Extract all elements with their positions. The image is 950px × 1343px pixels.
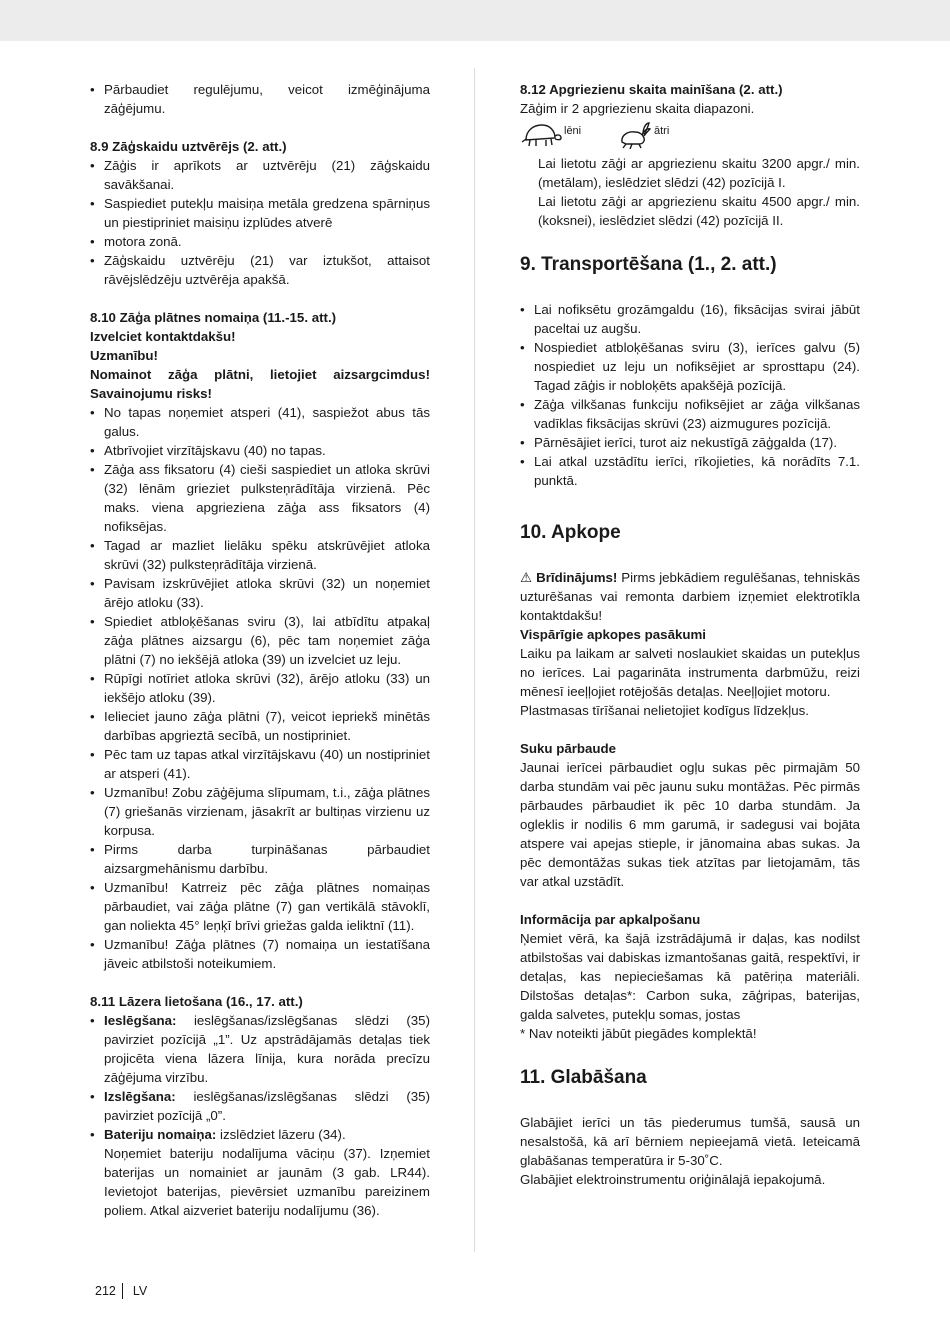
list-item: • Pārbaudiet regulējumu, veicot izmēģinājuma zāģējumu. — [90, 80, 430, 118]
warning-gloves: Nomainot zāģa plātni, lietojiet aizsargcimdus! Savainojumu risks! — [90, 367, 430, 401]
list-item — [90, 1011, 430, 1087]
list-8-9 — [90, 156, 430, 289]
speed-slow — [520, 120, 618, 150]
general-maintenance-text-2: Plastmasas tīrīšanai nelietojiet kodīgus līdzekļus. — [520, 703, 809, 718]
list-8-10 — [90, 403, 430, 973]
warning-attention: Uzmanību! — [90, 348, 158, 363]
column-divider — [474, 68, 475, 1252]
battery-text-2: Noņemiet bateriju nodalījuma vāciņu (37). Izņemiet baterijas un nomainiet ar jaunām (3 gab. LR44). Ievietojot baterijas, pievērsiet uzmanību pareizinem poliem. Atkal aizveriet bateriju nodalījumu (36). — [104, 1146, 430, 1218]
section-title-8-9: 8.9 Zāģskaidu uztvērējs (2. att.) — [90, 139, 287, 154]
list-item: • Atbrīvojiet virzītājskavu (40) no tapas. — [90, 441, 430, 460]
list-item: • No tapas noņemiet atsperi (41), saspiežot abus tās galus. — [90, 403, 430, 441]
brush-check-title: Suku pārbaude — [520, 741, 617, 756]
battery-label: Bateriju nomaiņa: — [104, 1127, 217, 1142]
list-item: • Uzmanību! Zāģa plātnes (7) nomaiņa un iestatīšana jāveic atbilstoši noteikumiem. — [90, 935, 430, 973]
section-title-8-12: 8.12 Apgriezienu skaita mainīšana (2. att.) — [520, 82, 783, 97]
list-item: • Pavisam izskrūvējiet atloka skrūvi (32) un noņemiet ārējo atloku (33). — [90, 574, 430, 612]
list-item: • Pēc tam uz tapas atkal virzītājskavu (40) un nostipriniet ar atsperi (41). — [90, 745, 430, 783]
speed-fast — [618, 120, 716, 150]
laser-off-text: ieslēgšanas/izslēgšanas slēdzi (35) pavirziet pozīcijā „0”. — [104, 1089, 430, 1123]
list-item: • Lai nofiksētu grozāmgaldu (16), fiksācijas svirai jābūt paceltai uz augšu. — [520, 300, 860, 338]
right-column — [520, 80, 860, 1189]
warning-label: Brīdinājums! — [536, 570, 618, 585]
list-item: • Spiediet atbloķēšanas sviru (3), lai atbīdītu atpakaļ zāģa plātnes aizsargu (6), pēc tam noņemiet zāģa plātni (7) no iekšējā atloka (39) un izvelciet uz leju. — [90, 612, 430, 669]
section-title-8-11: 8.11 Lāzera lietošana (16., 17. att.) — [90, 994, 303, 1009]
heading-maintenance: 10. Apkope — [520, 522, 621, 543]
left-column — [90, 80, 430, 1220]
turtle-icon — [520, 120, 562, 150]
page-footer — [95, 1283, 147, 1299]
list-item: • Zāģskaidu uztvērēju (21) var iztukšot, attaisot rāvējslēdzēju uztvērēja apakšā. — [90, 251, 430, 289]
storage-text-2: Glabājiet elektroinstrumentu oriģinālajā iepakojumā. — [520, 1172, 826, 1187]
heading-storage: 11. Glabāšana — [520, 1067, 647, 1088]
list-item: • Pirms darba turpināšanas pārbaudiet aizsargmehānismu darbību. — [90, 840, 430, 878]
general-maintenance-text: Laiku pa laikam ar salveti noslaukiet skaidas un putekļus no ierīces. Lai pagarināta instrumenta darbmūžu, reizi mēnesī ieeļļojiet rotējošās detaļas. Neeļļojiet motoru. — [520, 646, 860, 699]
list-transport — [520, 300, 860, 490]
list-item: • Uzmanību! Zobu zāģējuma slīpumam, t.i., zāģa plātnes (7) griešanās virzienam, jāsakrīt ar bultiņas virzienu uz korpusa. — [90, 783, 430, 840]
service-info-note: * Nav noteikti jābūt piegādes komplektā! — [520, 1026, 757, 1041]
maintenance-warning — [520, 568, 860, 625]
speed-fast-label: ātri — [654, 125, 670, 137]
speed-intro: Zāģim ir 2 apgriezienu skaita diapazoni. — [520, 101, 755, 116]
general-maintenance-title: Vispārīgie apkopes pasākumi — [520, 627, 706, 642]
list-item: • motora zonā. — [90, 232, 430, 251]
speed-icons — [520, 120, 860, 154]
footer-separator — [122, 1283, 123, 1299]
speed-para-1: Lai lietotu zāģi ar apgriezienu skaitu 3200 apgr./ min. (metālam), ieslēdziet slēdzi (42) pozīcijā I. — [538, 156, 860, 190]
storage-text: Glabājiet ierīci un tās piederumus tumšā, sausā un nesalstošā, kā arī bērniem nepieejamā vietā. Ieteicamā glabāšanas temperatūra ir 5-30˚C. — [520, 1115, 860, 1168]
laser-on-text: ieslēgšanas/izslēgšanas slēdzi (35) pavirziet pozīcijā „1”. Uz apstrādājamās detaļas tiek projicēta viena lāzera līnija, kura norāda precīzu zāģējuma virzību. — [104, 1013, 430, 1085]
heading-transport: 9. Transportēšana (1., 2. att.) — [520, 254, 777, 275]
speed-para-2: Lai lietotu zāģi ar apgriezienu skaitu 4500 apgr./ min. (koksnei), ieslēdziet slēdzi (42) pozīcijā II. — [538, 194, 860, 228]
warning-text: Pirms jebkādiem regulēšanas, tehniskās uzturēšanas vai remonta darbiem izņemiet elektrotīkla kontaktdakšu! — [520, 570, 860, 623]
top-list — [90, 80, 430, 118]
warning-triangle-icon: ⚠ — [520, 570, 533, 585]
list-item: • Rūpīgi notīriet atloka skrūvi (32), ārējo atloku (33) un iekšējo atloku (39). — [90, 669, 430, 707]
list-8-11 — [90, 1011, 430, 1144]
speed-slow-label: lēni — [564, 125, 582, 137]
rabbit-icon — [618, 120, 652, 150]
list-item: • Nospiediet atbloķēšanas sviru (3), ierīces galvu (5) nospiediet uz leju un nofiksējiet ar sprosttapu (24). Tagad zāģis ir nobloķēts apakšējā pozīcijā. — [520, 338, 860, 395]
brush-check-text: Jaunai ierīcei pārbaudiet ogļu sukas pēc pirmajām 50 darba stundām vai pēc jaunu suku montāžas. Pēc pirmās pārbaudes pārbaudiet ik pēc 10 darba stundām. Ja ogleklis ir nodilis 6 mm garumā, ir sadegusi vai bojāta atspere vai apejas stieple, ir jānomaina abas sukas. Ja pēc demontāžas sukas tiek atzītas par lietojamām, tās var atkal uzstādīt. — [520, 760, 860, 889]
list-item: • Saspiediet putekļu maisiņa metāla gredzena spārniņus un piestipriniet maisiņu izplūdes atverē — [90, 194, 430, 232]
list-item: • Ielieciet jauno zāģa plātni (7), veicot iepriekš minētās darbības apgrieztā secībā, un nostipriniet. — [90, 707, 430, 745]
laser-on-label: Ieslēgšana: — [104, 1013, 177, 1028]
list-item: • Zāģa vilkšanas funkciju nofiksējiet ar zāģa vilkšanas vadīklas fiksācijas skrūvi (23) aizmugures pozīcijā. — [520, 395, 860, 433]
list-item — [90, 1087, 430, 1125]
service-info-title: Informācija par apkalpošanu — [520, 912, 701, 927]
list-item: • Uzmanību! Katrreiz pēc zāģa plātnes nomaiņas pārbaudiet, vai zāģa plātne (7) gan vertikālā stāvoklī, gan noliekta 45° leņķī brīvi griežas galda ieliktnī (11). — [90, 878, 430, 935]
list-item — [90, 1125, 430, 1144]
language-code: LV — [132, 1284, 148, 1298]
service-info-text: Ņemiet vērā, ka šajā izstrādājumā ir daļas, kas nodilst atbilstošas vai dabiskas izmantošanas gaitā, respektīvi, ir detaļas, kas nepieciešamas kā patēriņa materiāli. Dilstošas detaļas*: Carbon suka, zāģripas, baterijas, galda salvetes, putekļu somas, jostas — [520, 931, 860, 1022]
list-item: • Zāģa ass fiksatoru (4) cieši saspiediet un atloka skrūvi (32) lēnām grieziet pulksteņrādītāja virzienā. Pēc maks. viena apgrieziena zāģa ass fiksators (4) nofiksējas. — [90, 460, 430, 536]
list-item: • Zāģis ir aprīkots ar uztvērēju (21) zāģskaidu savākšanai. — [90, 156, 430, 194]
top-bar — [0, 0, 950, 41]
list-item: • Tagad ar mazliet lielāku spēku atskrūvējiet atloka skrūvi (32) pulksteņrādītāja virzienā. — [90, 536, 430, 574]
list-item: • Lai atkal uzstādītu ierīci, rīkojieties, kā norādīts 7.1. punktā. — [520, 452, 860, 490]
laser-off-label: Izslēgšana: — [104, 1089, 176, 1104]
section-title-8-10: 8.10 Zāģa plātnes nomaiņa (11.-15. att.) — [90, 310, 337, 325]
list-item: • Pārnēsājiet ierīci, turot aiz nekustīgā zāģgalda (17). — [520, 433, 860, 452]
page-number: 212 — [95, 1284, 116, 1298]
warning-unplug: Izvelciet kontaktdakšu! — [90, 329, 236, 344]
battery-text: izslēdziet lāzeru (34). — [216, 1127, 346, 1142]
